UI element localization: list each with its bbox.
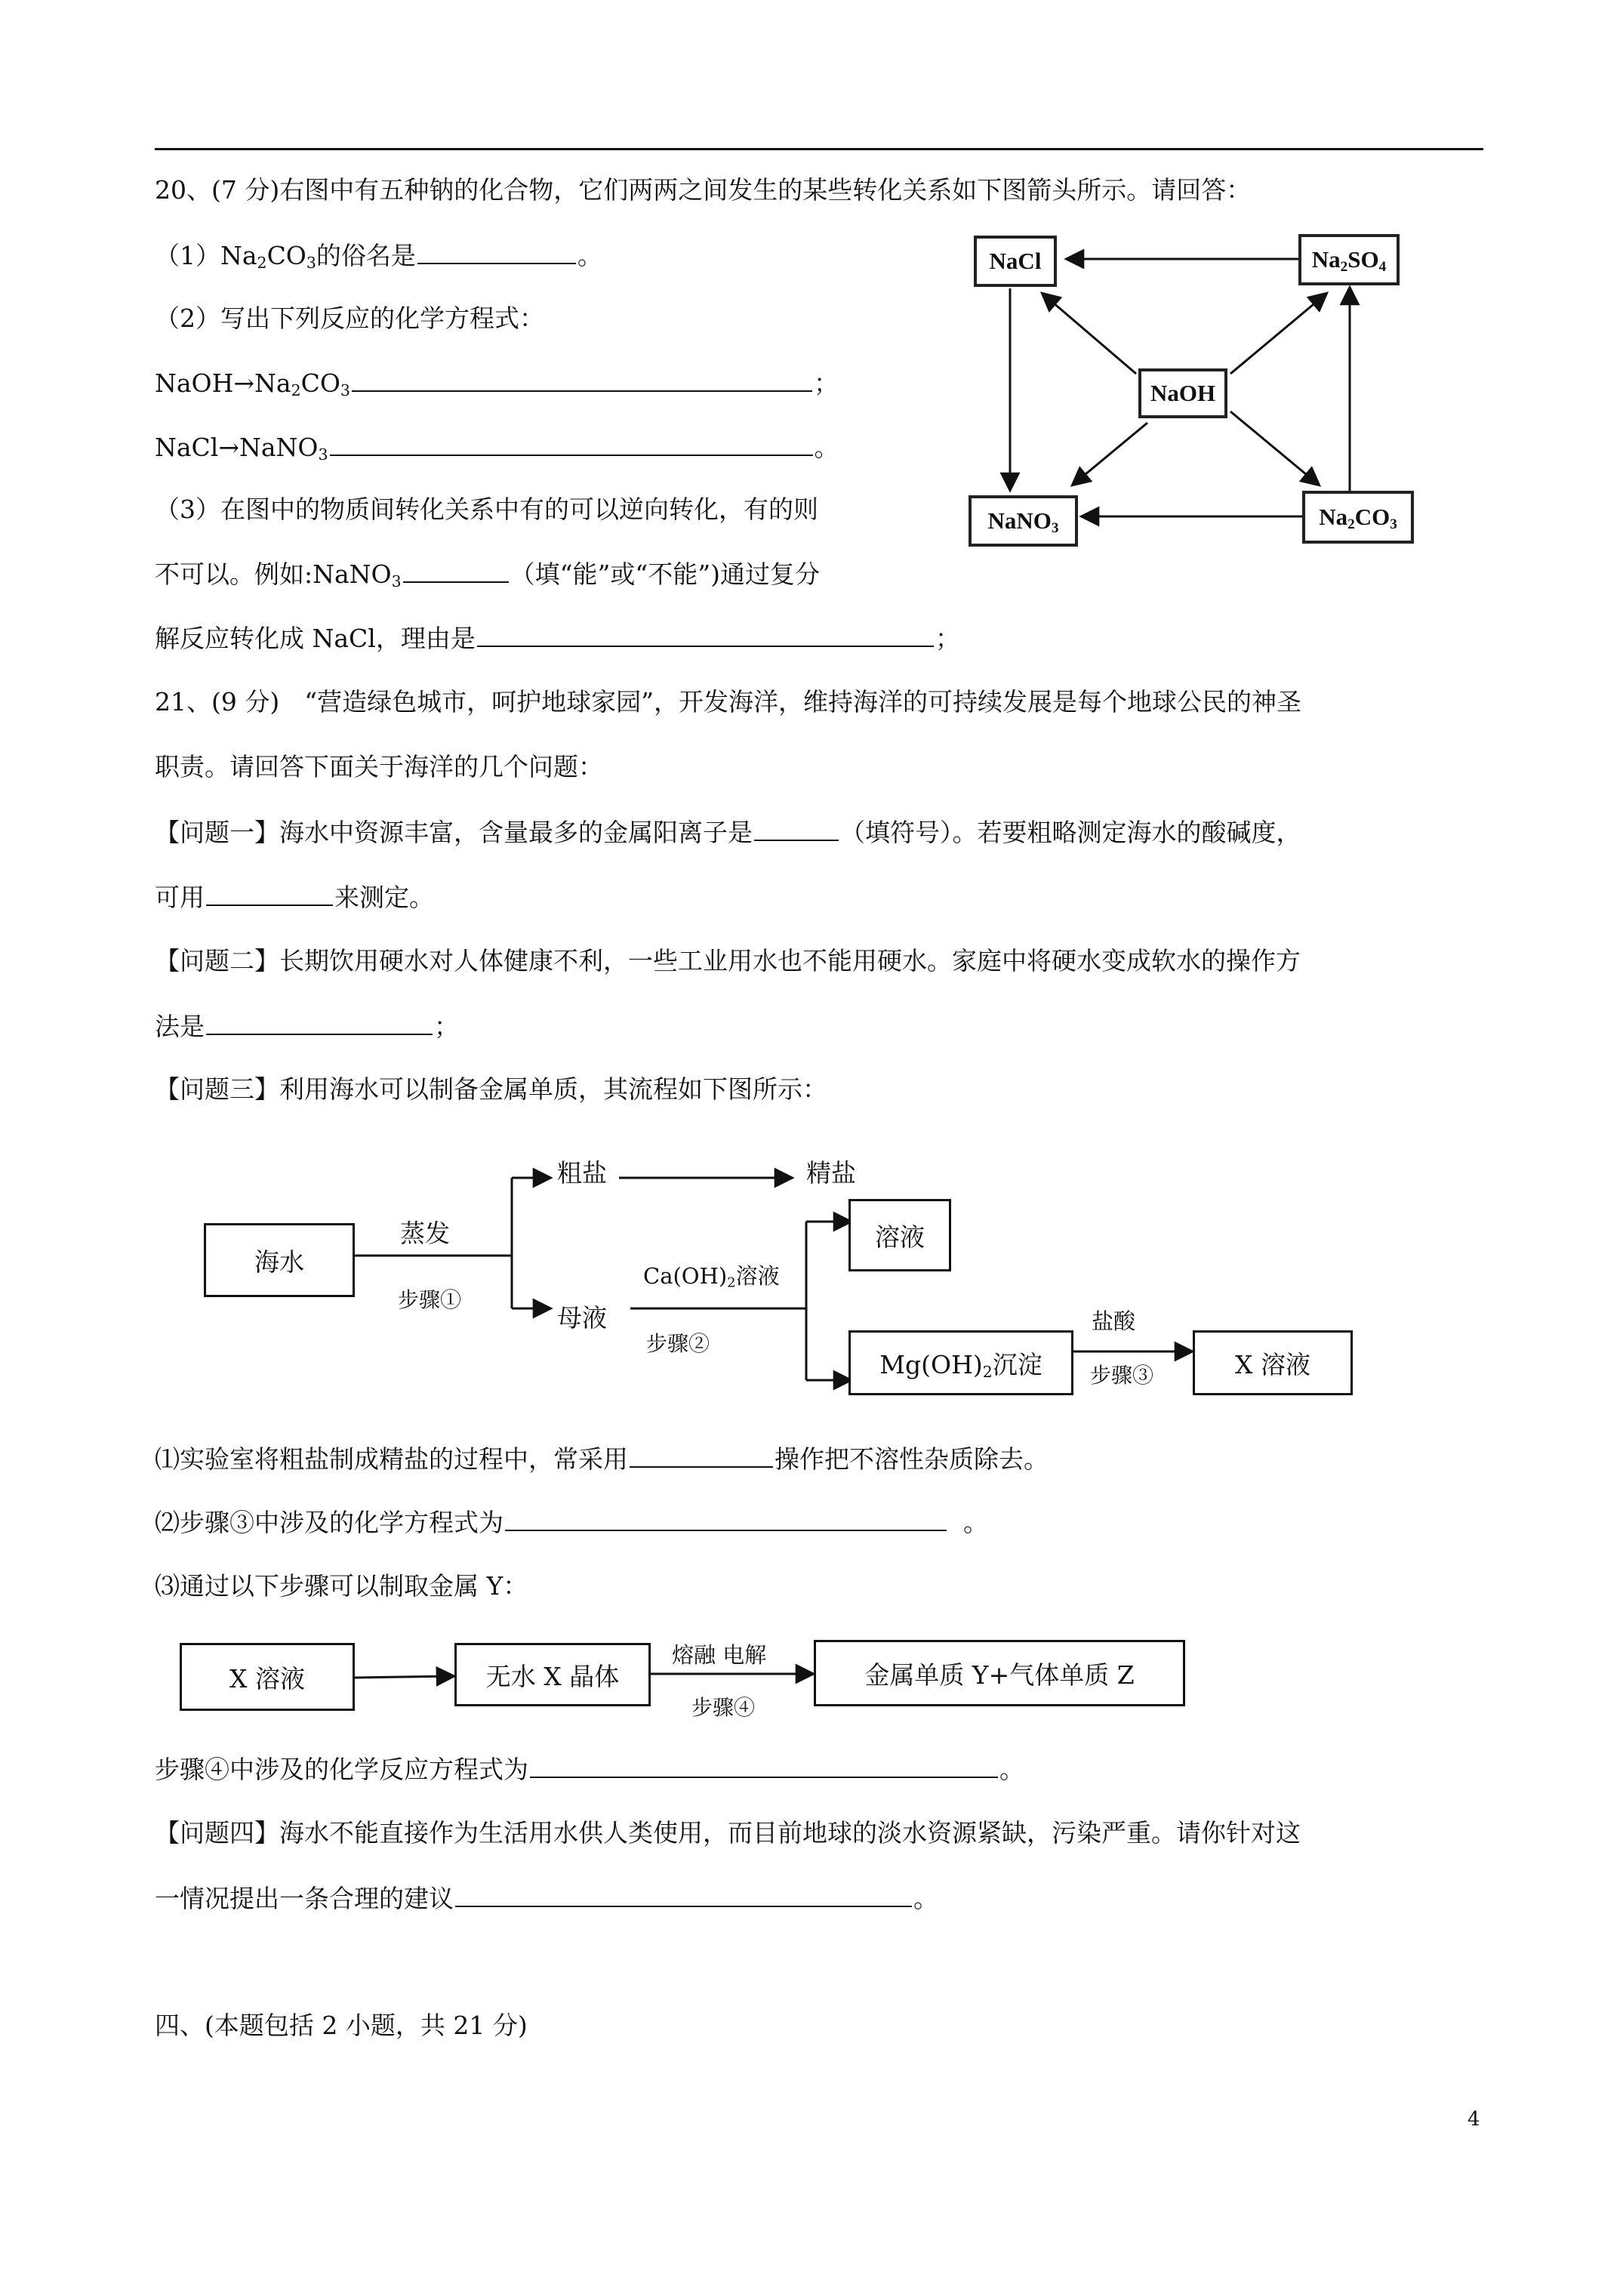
so-text: SO bbox=[1347, 246, 1379, 273]
nacl-label: NaCl bbox=[989, 248, 1042, 274]
punct: 。 bbox=[814, 433, 839, 462]
q20-eq1 bbox=[155, 368, 839, 399]
top-rule bbox=[155, 148, 1483, 150]
na2co3-box bbox=[1302, 491, 1414, 544]
step3-label: 步骤③ bbox=[1090, 1363, 1154, 1388]
punct: 。 bbox=[913, 1884, 938, 1913]
q21-sub3: ⑶通过以下步骤可以制取金属 Y： bbox=[155, 1571, 528, 1601]
q20-part2: （2）写出下列反应的化学方程式： bbox=[155, 304, 544, 333]
problem1-text: 可用 bbox=[155, 883, 205, 912]
eq2-prefix: NaCl→NaNO bbox=[155, 433, 319, 462]
naoh-box bbox=[1138, 368, 1227, 418]
x-solution-box bbox=[1193, 1330, 1353, 1395]
mother-liquor-label: 母液 bbox=[557, 1303, 607, 1333]
q20-part3-line3 bbox=[155, 623, 960, 654]
punct: ； bbox=[813, 368, 839, 398]
solution-text: 溶液 bbox=[735, 1263, 780, 1289]
sub: 3 bbox=[1390, 516, 1397, 532]
solution-label: 溶液 bbox=[875, 1222, 925, 1252]
q21-problem2-line1: 【问题二】长期饮用硬水对人体健康不利，一些工业用水也不能用硬水。家庭中将硬水变成软水的操作方 bbox=[155, 946, 1301, 975]
q21-problem1-line1 bbox=[155, 817, 1301, 848]
na2so4-label bbox=[1312, 246, 1386, 273]
problem1-text: 来测定。 bbox=[334, 883, 434, 912]
sub: 3 bbox=[306, 254, 316, 273]
anhydrous-crystal-box bbox=[454, 1643, 651, 1706]
part3-text: （填“能”或“不能”)通过复分 bbox=[510, 559, 820, 589]
hcl-label: 盐酸 bbox=[1092, 1308, 1136, 1334]
q21-problem1-line2 bbox=[155, 882, 434, 913]
eq1-prefix: NaOH→Na bbox=[155, 368, 291, 398]
q20-part1 bbox=[155, 240, 602, 271]
q20-part3-line2 bbox=[155, 559, 820, 590]
answer-blank[interactable] bbox=[206, 882, 333, 906]
answer-blank[interactable] bbox=[477, 623, 934, 647]
section4-heading: 四、(本题包括 2 小题，共 21 分) bbox=[155, 2011, 528, 2040]
q20-part1-prefix: （1）Na bbox=[155, 241, 257, 270]
x-solution-label: X 溶液 bbox=[229, 1663, 305, 1693]
refined-salt-label: 精盐 bbox=[806, 1158, 856, 1188]
caoh2-solution-label bbox=[643, 1259, 780, 1290]
sub2-text: ⑵步骤③中涉及的化学方程式为 bbox=[155, 1508, 504, 1537]
sub4-text: 步骤④中涉及的化学反应方程式为 bbox=[155, 1755, 528, 1784]
sub: 3 bbox=[1051, 519, 1059, 536]
anhydrous-label: 无水 X 晶体 bbox=[485, 1661, 620, 1691]
answer-blank[interactable] bbox=[630, 1444, 773, 1468]
q21-problem4-line2 bbox=[155, 1883, 938, 1914]
sub1-text: 操作把不溶性杂质除去。 bbox=[775, 1444, 1049, 1474]
na-text: Na bbox=[1319, 504, 1348, 530]
products-label: 金属单质 Y+气体单质 Z bbox=[864, 1660, 1135, 1690]
sub1-text: ⑴实验室将粗盐制成精盐的过程中，常采用 bbox=[155, 1444, 628, 1474]
sub: 2 bbox=[727, 1274, 736, 1291]
q21-problem2-line2 bbox=[155, 1011, 459, 1042]
q21-sub4 bbox=[155, 1754, 1024, 1785]
answer-blank[interactable] bbox=[505, 1507, 947, 1531]
page-number: 4 bbox=[1467, 2108, 1480, 2131]
q21-sub2 bbox=[155, 1507, 988, 1538]
problem4-text: 一情况提出一条合理的建议 bbox=[155, 1884, 454, 1913]
sub: 3 bbox=[318, 445, 328, 464]
naoh-label: NaOH bbox=[1150, 380, 1216, 406]
answer-blank[interactable] bbox=[754, 817, 839, 841]
q21-heading-line1: 21、(9 分) “营造绿色城市，呵护地球家园”，开发海洋，维持海洋的可持续发展是每个地球公民的神圣 bbox=[155, 687, 1301, 717]
melt-electrolyze-label: 熔融 电解 bbox=[672, 1642, 767, 1668]
step4-label: 步骤④ bbox=[691, 1695, 756, 1720]
q21-problem4-line1: 【问题四】海水不能直接作为生活用水供人类使用，而目前地球的淡水资源紧缺，污染严重。请你针对这 bbox=[155, 1818, 1301, 1848]
q20-heading: 20、(7 分)右图中有五种钠的化合物，它们两两之间发生的某些转化关系如下图箭头所示。请回答： bbox=[155, 175, 1252, 205]
answer-blank[interactable] bbox=[330, 432, 813, 456]
answer-blank[interactable] bbox=[352, 368, 812, 392]
sub: 2 bbox=[1347, 516, 1355, 532]
answer-blank[interactable] bbox=[530, 1754, 998, 1778]
co-text: CO bbox=[1354, 504, 1390, 530]
nano-text: NaNO bbox=[987, 507, 1052, 534]
part3-text: 解反应转化成 NaCl，理由是 bbox=[155, 624, 476, 653]
solution-box bbox=[848, 1199, 951, 1271]
co-text: CO bbox=[266, 241, 306, 270]
mgoh-text: Mg(OH) bbox=[879, 1349, 983, 1379]
sub: 2 bbox=[291, 381, 301, 400]
co-text: CO bbox=[300, 368, 340, 398]
nacl-box bbox=[974, 236, 1057, 287]
seawater-label: 海水 bbox=[254, 1247, 304, 1277]
evaporate-label: 蒸发 bbox=[400, 1219, 450, 1248]
q21-sub1 bbox=[155, 1444, 1049, 1475]
q20-eq2 bbox=[155, 432, 839, 463]
punct: 。 bbox=[577, 241, 602, 270]
caoh-text: Ca(OH) bbox=[643, 1263, 728, 1289]
q21-problem3-heading: 【问题三】利用海水可以制备金属单质，其流程如下图所示： bbox=[155, 1074, 827, 1104]
punct: 。 bbox=[999, 1755, 1024, 1784]
sub: 2 bbox=[257, 254, 267, 273]
mgoh2-label bbox=[879, 1345, 1042, 1381]
products-box bbox=[814, 1640, 1185, 1706]
na2so4-box bbox=[1298, 234, 1400, 285]
problem1-text: （填符号）。若要粗略测定海水的酸碱度， bbox=[840, 818, 1301, 847]
x-solution-box-2 bbox=[180, 1643, 355, 1711]
punct: 。 bbox=[963, 1508, 988, 1537]
q20-part1-suffix: 的俗名是 bbox=[316, 241, 416, 270]
problem1-text: 【问题一】海水中资源丰富，含量最多的金属阳离子是 bbox=[155, 818, 753, 847]
answer-blank[interactable] bbox=[206, 1011, 433, 1035]
q21-heading-line2: 职责。请回答下面关于海洋的几个问题： bbox=[155, 752, 603, 781]
sub: 2 bbox=[1340, 258, 1348, 275]
punct: ； bbox=[935, 624, 960, 653]
answer-blank[interactable] bbox=[417, 240, 576, 264]
q20-part3-line1: （3）在图中的物质间转化关系中有的可以逆向转化，有的则 bbox=[155, 495, 818, 524]
step1-label: 步骤① bbox=[398, 1287, 462, 1312]
sub: 3 bbox=[340, 381, 350, 400]
punct: ； bbox=[434, 1012, 459, 1041]
sub: 3 bbox=[391, 572, 402, 591]
nano3-box bbox=[969, 495, 1078, 547]
sub: 4 bbox=[1378, 258, 1387, 275]
answer-blank[interactable] bbox=[455, 1883, 912, 1907]
mgoh2-box bbox=[848, 1330, 1073, 1395]
nano3-label bbox=[988, 507, 1059, 535]
crude-salt-label: 粗盐 bbox=[557, 1158, 607, 1188]
x-solution-label: X 溶液 bbox=[1235, 1349, 1310, 1379]
sub: 2 bbox=[982, 1362, 993, 1381]
answer-blank[interactable] bbox=[403, 559, 509, 583]
part3-text: 不可以。例如:NaNO bbox=[155, 559, 392, 589]
step2-label: 步骤② bbox=[646, 1331, 710, 1356]
na-text: Na bbox=[1311, 246, 1341, 273]
problem2-text: 法是 bbox=[155, 1012, 205, 1041]
precipitate-text: 沉淀 bbox=[992, 1349, 1042, 1379]
na2co3-label bbox=[1319, 504, 1397, 531]
seawater-box bbox=[204, 1223, 355, 1297]
